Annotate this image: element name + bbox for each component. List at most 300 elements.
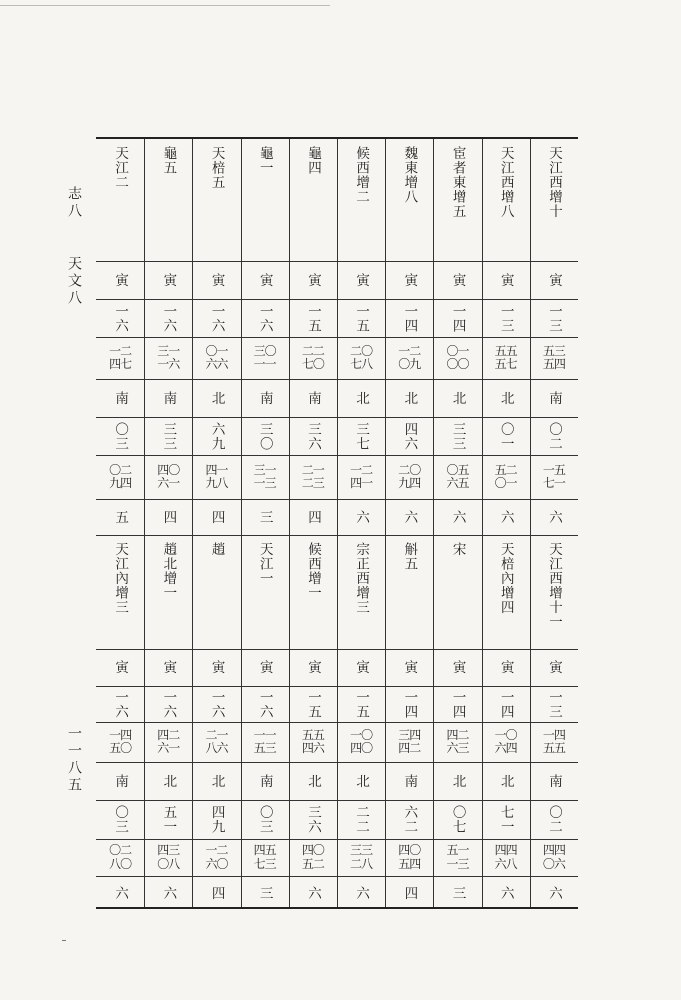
numeral-line: 三一 <box>253 462 276 477</box>
lodge-text: 寅 <box>160 272 177 288</box>
lower-name-cell <box>97 536 143 648</box>
name-text: 龜五 <box>160 146 177 175</box>
two-line-numeral <box>495 844 517 870</box>
lower-dir-cell <box>242 763 288 799</box>
dir-text: 南 <box>545 773 562 789</box>
lodge-text: 寅 <box>401 660 418 675</box>
dir-text: 南 <box>545 390 562 406</box>
name-text: 宋 <box>449 542 466 557</box>
mag-text: 四 <box>208 886 225 901</box>
numeral-line: 八〇 <box>109 856 132 871</box>
dir-text: 北 <box>401 390 418 406</box>
numeral-line: 五〇 <box>109 741 132 755</box>
lower-deg-cell <box>434 687 480 721</box>
lower-decl-min-cell <box>145 840 191 875</box>
deg-text: 一四 <box>497 689 514 719</box>
upper-mag-cell <box>338 500 384 534</box>
two-line-numeral <box>398 464 420 490</box>
lower-mag-cell <box>290 877 336 910</box>
lower-deg-cell <box>386 687 432 721</box>
upper-dir-cell <box>193 380 239 416</box>
numeral-line: 四二 <box>157 727 180 742</box>
upper-deg-cell <box>434 300 480 336</box>
numeral-line: 七〇 <box>301 357 324 371</box>
deg-text: 一六 <box>112 689 129 719</box>
name-text: 天江西增十一 <box>545 542 562 629</box>
mag-text: 四 <box>304 509 321 525</box>
numeral-line: 一四 <box>109 727 132 742</box>
upper-lodge-cell <box>242 262 288 298</box>
numeral-line: 三〇 <box>253 343 276 358</box>
decl-deg-text: 二二 <box>353 805 370 834</box>
lower-mag-cell <box>145 877 191 910</box>
upper-decl-deg-cell <box>97 418 143 454</box>
lower-decl-min-cell <box>242 840 288 875</box>
decl-deg-text: 四六 <box>401 421 418 451</box>
deg-text: 一六 <box>256 303 273 333</box>
upper-decl-deg-cell <box>338 418 384 454</box>
numeral-line: 五二 <box>494 462 517 477</box>
deg-text: 一三 <box>497 303 514 333</box>
lodge-text: 寅 <box>208 272 225 288</box>
lower-min-cell <box>145 723 191 761</box>
lower-lodge-cell <box>290 650 336 685</box>
numeral-line: 七三 <box>253 856 276 871</box>
lodge-text: 寅 <box>112 272 129 288</box>
upper-decl-deg-cell <box>290 418 336 454</box>
lower-deg-cell <box>531 687 577 721</box>
two-line-numeral <box>205 464 227 490</box>
upper-name-cell <box>97 140 143 260</box>
numeral-line: 〇一 <box>494 476 517 490</box>
decl-deg-text: 〇二 <box>545 805 562 834</box>
numeral-line: 一〇 <box>494 727 517 742</box>
numeral-line: 一一 <box>253 727 276 742</box>
decl-deg-text: 三七 <box>353 421 370 451</box>
lower-dir-cell <box>97 763 143 799</box>
two-line-numeral <box>157 844 179 870</box>
upper-min-cell <box>386 338 432 378</box>
numeral-line: 九四 <box>398 476 421 490</box>
numeral-line: 一二 <box>109 343 132 358</box>
name-text: 宗正西增三 <box>353 542 370 615</box>
lower-decl-deg-cell <box>290 801 336 838</box>
lower-decl-min-cell <box>531 840 577 875</box>
upper-deg-cell <box>386 300 432 336</box>
two-line-numeral <box>350 729 372 755</box>
lower-min-cell <box>242 723 288 761</box>
top-rule <box>0 5 330 6</box>
two-line-numeral <box>446 729 468 755</box>
upper-mag-cell <box>531 500 577 534</box>
two-line-numeral <box>109 345 131 371</box>
decl-deg-text: 〇三 <box>112 805 129 834</box>
lower-mag-cell <box>193 877 239 910</box>
lodge-text: 寅 <box>449 660 466 675</box>
deg-text: 一六 <box>112 303 129 333</box>
decl-deg-text: 六九 <box>208 421 225 451</box>
lower-lodge-cell <box>531 650 577 685</box>
numeral-line: 二一 <box>205 727 228 742</box>
upper-dir-cell <box>434 380 480 416</box>
lower-decl-min-cell <box>290 840 336 875</box>
lower-min-cell <box>338 723 384 761</box>
upper-decl-deg-cell <box>242 418 288 454</box>
deg-text: 一四 <box>401 689 418 719</box>
lodge-text: 寅 <box>497 272 514 288</box>
dir-text: 南 <box>112 390 129 406</box>
lower-name-cell <box>434 536 480 648</box>
upper-deg-cell <box>145 300 191 336</box>
lower-name-cell <box>242 536 288 648</box>
lower-min-cell <box>531 723 577 761</box>
numeral-line: 四〇 <box>301 843 324 858</box>
lower-lodge-cell <box>193 650 239 685</box>
mag-text: 六 <box>449 509 466 525</box>
deg-text: 一六 <box>208 689 225 719</box>
upper-decl-deg-cell <box>531 418 577 454</box>
two-line-numeral <box>543 844 565 870</box>
numeral-line: 四五 <box>253 843 276 858</box>
upper-min-cell <box>97 338 143 378</box>
lower-decl-min-cell <box>338 840 384 875</box>
numeral-line: 六一 <box>157 741 180 755</box>
numeral-line: 〇六 <box>542 856 565 871</box>
mag-text: 四 <box>401 886 418 901</box>
lower-lodge-cell <box>386 650 432 685</box>
upper-mag-cell <box>97 500 143 534</box>
two-line-numeral <box>350 464 372 490</box>
name-text: 天江內增三 <box>112 542 129 615</box>
lower-name-cell <box>145 536 191 648</box>
numeral-line: 五四 <box>398 856 421 871</box>
lodge-text: 寅 <box>497 660 514 675</box>
deg-text: 一六 <box>256 689 273 719</box>
two-line-numeral <box>109 844 131 870</box>
decl-deg-text: 三〇 <box>256 421 273 451</box>
decl-deg-text: 〇三 <box>256 805 273 834</box>
lower-deg-cell <box>338 687 384 721</box>
two-line-numeral <box>495 729 517 755</box>
upper-dir-cell <box>290 380 336 416</box>
name-text: 龜一 <box>256 146 273 175</box>
numeral-line: 七八 <box>350 357 373 371</box>
speck <box>62 940 66 941</box>
upper-decl-min-cell <box>338 456 384 498</box>
name-text: 候西增一 <box>304 542 321 600</box>
upper-min-cell <box>338 338 384 378</box>
decl-deg-text: 〇三 <box>112 421 129 451</box>
lower-dir-cell <box>483 763 529 799</box>
upper-mag-cell <box>145 500 191 534</box>
name-text: 天江西增十 <box>545 146 562 219</box>
upper-deg-cell <box>290 300 336 336</box>
upper-decl-min-cell <box>242 456 288 498</box>
dir-text: 北 <box>497 390 514 406</box>
upper-lodge-cell <box>434 262 480 298</box>
upper-decl-deg-cell <box>193 418 239 454</box>
lower-decl-min-cell <box>434 840 480 875</box>
dir-text: 北 <box>497 773 514 789</box>
lower-min-cell <box>193 723 239 761</box>
lower-name-cell <box>483 536 529 648</box>
deg-text: 一三 <box>545 303 562 333</box>
deg-text: 一四 <box>449 303 466 333</box>
mag-text: 五 <box>112 509 129 525</box>
numeral-line: 一五 <box>542 462 565 477</box>
upper-dir-cell <box>483 380 529 416</box>
numeral-line: 四〇 <box>350 741 373 755</box>
lower-mag-cell <box>338 877 384 910</box>
numeral-line: 三四 <box>398 727 421 742</box>
upper-min-cell <box>483 338 529 378</box>
upper-dir-cell <box>338 380 384 416</box>
upper-mag-cell <box>193 500 239 534</box>
two-line-numeral <box>350 844 372 870</box>
upper-deg-cell <box>338 300 384 336</box>
lower-decl-min-cell <box>97 840 143 875</box>
mag-text: 三 <box>256 509 273 525</box>
dir-text: 北 <box>449 773 466 789</box>
decl-deg-text: 〇七 <box>449 805 466 834</box>
upper-decl-deg-cell <box>483 418 529 454</box>
numeral-line: 六八 <box>494 856 517 871</box>
dir-text: 南 <box>304 390 321 406</box>
decl-deg-text: 五一 <box>160 805 177 834</box>
upper-name-cell <box>242 140 288 260</box>
lower-dir-cell <box>338 763 384 799</box>
upper-mag-cell <box>434 500 480 534</box>
numeral-line: 一二 <box>398 343 421 358</box>
deg-text: 一四 <box>401 303 418 333</box>
two-line-numeral <box>302 729 324 755</box>
upper-name-cell <box>434 140 480 260</box>
lower-mag-cell <box>242 877 288 910</box>
upper-decl-min-cell <box>145 456 191 498</box>
two-line-numeral <box>350 345 372 371</box>
upper-lodge-cell <box>193 262 239 298</box>
lodge-text: 寅 <box>401 272 418 288</box>
deg-text: 一五 <box>353 303 370 333</box>
numeral-line: 一〇 <box>350 727 373 742</box>
two-line-numeral <box>446 345 468 371</box>
numeral-line: 五七 <box>494 357 517 371</box>
two-line-numeral <box>205 345 227 371</box>
upper-lodge-cell <box>483 262 529 298</box>
numeral-line: 〇二 <box>109 843 132 858</box>
star-table <box>96 137 578 909</box>
two-line-numeral <box>446 464 468 490</box>
decl-deg-text: 〇一 <box>497 421 514 451</box>
numeral-line: 四六 <box>301 741 324 755</box>
page-number: 一一八五 <box>66 726 82 794</box>
numeral-line: 三一 <box>157 343 180 358</box>
lodge-text: 寅 <box>545 272 562 288</box>
upper-lodge-cell <box>290 262 336 298</box>
upper-min-cell <box>193 338 239 378</box>
lodge-text: 寅 <box>449 272 466 288</box>
name-text: 趙北增一 <box>160 542 177 600</box>
mag-text: 六 <box>112 886 129 901</box>
lower-decl-min-cell <box>483 840 529 875</box>
lower-decl-deg-cell <box>338 801 384 838</box>
upper-decl-deg-cell <box>145 418 191 454</box>
numeral-line: 二三 <box>301 476 324 490</box>
two-line-numeral <box>495 345 517 371</box>
two-line-numeral <box>398 345 420 371</box>
upper-decl-deg-cell <box>434 418 480 454</box>
two-line-numeral <box>109 729 131 755</box>
lower-name-cell <box>531 536 577 648</box>
lower-min-cell <box>97 723 143 761</box>
upper-min-cell <box>290 338 336 378</box>
name-text: 趙 <box>208 542 225 557</box>
lower-lodge-cell <box>242 650 288 685</box>
mag-text: 四 <box>160 509 177 525</box>
numeral-line: 四二 <box>446 727 469 742</box>
upper-name-cell <box>193 140 239 260</box>
lower-min-cell <box>434 723 480 761</box>
lodge-text: 寅 <box>545 660 562 675</box>
two-line-numeral <box>398 844 420 870</box>
lodge-text: 寅 <box>256 660 273 675</box>
dir-text: 北 <box>353 390 370 406</box>
two-line-numeral <box>398 729 420 755</box>
lower-deg-cell <box>97 687 143 721</box>
numeral-line: 六六 <box>205 357 228 371</box>
two-line-numeral <box>302 844 324 870</box>
dir-text: 北 <box>208 390 225 406</box>
dir-text: 南 <box>160 390 177 406</box>
two-line-numeral <box>109 464 131 490</box>
numeral-line: 一三 <box>253 476 276 490</box>
two-line-numeral <box>254 345 276 371</box>
upper-name-cell <box>483 140 529 260</box>
upper-lodge-cell <box>386 262 432 298</box>
dir-text: 南 <box>401 773 418 789</box>
upper-decl-min-cell <box>97 456 143 498</box>
two-line-numeral <box>157 345 179 371</box>
numeral-line: 七一 <box>542 476 565 490</box>
two-line-numeral <box>254 464 276 490</box>
name-text: 龜四 <box>304 146 321 175</box>
two-line-numeral <box>205 844 227 870</box>
mag-text: 六 <box>160 886 177 901</box>
lower-mag-cell <box>483 877 529 910</box>
lower-decl-min-cell <box>386 840 432 875</box>
numeral-line: 三三 <box>350 843 373 858</box>
name-text: 天棓內增四 <box>497 542 514 615</box>
numeral-line: 六四 <box>494 741 517 755</box>
lower-lodge-cell <box>97 650 143 685</box>
deg-text: 一五 <box>304 303 321 333</box>
dir-text: 南 <box>256 773 273 789</box>
numeral-line: 一二 <box>205 843 228 858</box>
numeral-line: 四一 <box>350 476 373 490</box>
dir-text: 北 <box>304 773 321 789</box>
lower-decl-deg-cell <box>531 801 577 838</box>
lower-dir-cell <box>145 763 191 799</box>
lower-name-cell <box>290 536 336 648</box>
upper-dir-cell <box>386 380 432 416</box>
two-line-numeral <box>543 464 565 490</box>
lower-deg-cell <box>242 687 288 721</box>
lower-dir-cell <box>290 763 336 799</box>
name-text: 天江西增八 <box>497 146 514 219</box>
two-line-numeral <box>254 844 276 870</box>
lower-decl-deg-cell <box>386 801 432 838</box>
deg-text: 一六 <box>160 303 177 333</box>
lower-deg-cell <box>193 687 239 721</box>
upper-deg-cell <box>242 300 288 336</box>
upper-deg-cell <box>193 300 239 336</box>
numeral-line: 〇一 <box>205 343 228 358</box>
numeral-line: 五五 <box>494 343 517 358</box>
dir-text: 北 <box>160 773 177 789</box>
lower-decl-min-cell <box>193 840 239 875</box>
numeral-line: 二〇 <box>350 343 373 358</box>
deg-text: 一四 <box>449 689 466 719</box>
deg-text: 一五 <box>304 689 321 719</box>
numeral-line: 〇八 <box>157 856 180 871</box>
numeral-line: 四七 <box>109 357 132 371</box>
upper-lodge-cell <box>145 262 191 298</box>
numeral-line: 一六 <box>157 357 180 371</box>
numeral-line: 四二 <box>398 741 421 755</box>
numeral-line: 五二 <box>301 856 324 871</box>
numeral-line: 五五 <box>542 741 565 755</box>
dir-text: 北 <box>208 773 225 789</box>
lower-min-cell <box>483 723 529 761</box>
decl-deg-text: 七一 <box>497 805 514 834</box>
numeral-line: 五三 <box>542 343 565 358</box>
lower-min-cell <box>386 723 432 761</box>
upper-deg-cell <box>531 300 577 336</box>
mag-text: 四 <box>208 509 225 525</box>
numeral-line: 〇五 <box>446 462 469 477</box>
upper-min-cell <box>434 338 480 378</box>
lower-lodge-cell <box>145 650 191 685</box>
dir-text: 北 <box>353 773 370 789</box>
name-text: 宦者東增五 <box>449 146 466 219</box>
lower-name-cell <box>338 536 384 648</box>
upper-deg-cell <box>483 300 529 336</box>
mag-text: 六 <box>545 886 562 901</box>
deg-text: 一六 <box>160 689 177 719</box>
numeral-line: 五三 <box>253 741 276 755</box>
margin-section: 天文八 <box>66 256 82 307</box>
numeral-line: 四〇 <box>157 462 180 477</box>
name-text: 斛五 <box>401 542 418 571</box>
numeral-line: 〇一 <box>446 343 469 358</box>
lower-lodge-cell <box>434 650 480 685</box>
upper-min-cell <box>531 338 577 378</box>
numeral-line: 五四 <box>542 357 565 371</box>
upper-name-cell <box>290 140 336 260</box>
two-line-numeral <box>157 464 179 490</box>
deg-text: 一三 <box>545 689 562 719</box>
upper-dir-cell <box>531 380 577 416</box>
lodge-text: 寅 <box>304 272 321 288</box>
upper-lodge-cell <box>531 262 577 298</box>
upper-name-cell <box>531 140 577 260</box>
upper-min-cell <box>145 338 191 378</box>
mag-text: 六 <box>304 886 321 901</box>
two-line-numeral <box>495 464 517 490</box>
upper-lodge-cell <box>338 262 384 298</box>
lower-dir-cell <box>531 763 577 799</box>
lower-decl-deg-cell <box>145 801 191 838</box>
